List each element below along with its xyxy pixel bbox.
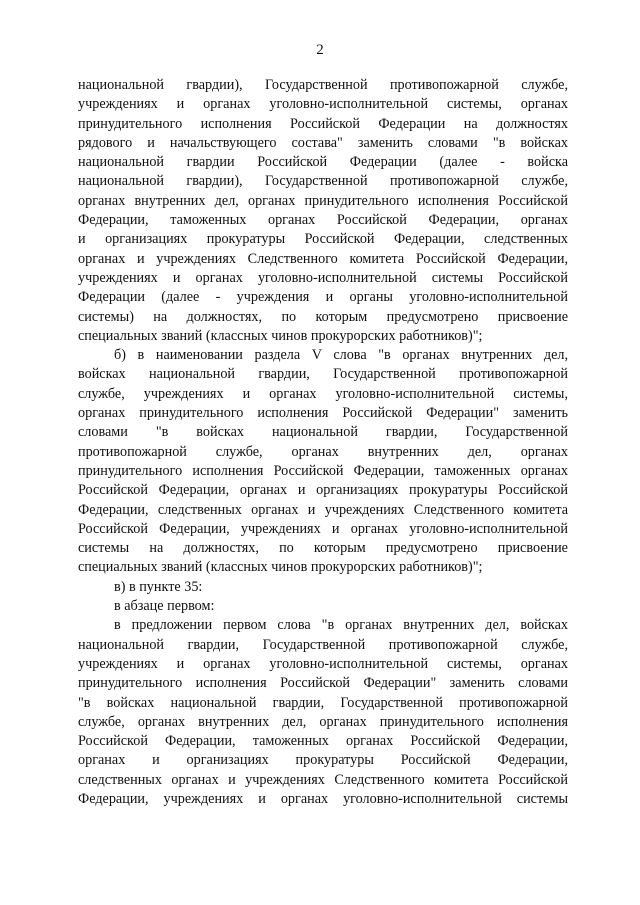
text-line: органах и учреждениях Следственного комитета Российской Федерации, <box>78 250 568 267</box>
text-line: специальных званий (классных чинов прокурорских работников)"; <box>78 327 483 344</box>
text-line: национальной гвардии), Государственной противопожарной службе, <box>78 77 568 93</box>
text-line: органах внутренних дел, органах принудительного исполнения Российской <box>78 192 568 209</box>
text-line: национальной гвардии Российской Федерации (далее - войска <box>78 154 568 171</box>
text-line: принудительного исполнения Российской Федерации" заменить словами <box>78 675 568 692</box>
paragraph <box>78 597 568 616</box>
text-line: органах и организациях прокуратуры Российской Федерации, <box>78 752 568 769</box>
text-line: учреждениях и органах уголовно-исполнительной системы, органах <box>78 96 568 113</box>
text-line: органах принудительного исполнения Российской Федерации" заменить <box>78 405 568 422</box>
text-line: и организациях прокуратуры Российской Федерации, следственных <box>78 231 568 248</box>
text-line: учреждениях и органах уголовно-исполнительной системы Российской <box>78 269 568 286</box>
text-line: в абзаце первом: <box>114 598 215 615</box>
text-line: специальных званий (классных чинов прокурорских работников)"; <box>78 559 483 576</box>
document-body <box>78 76 568 809</box>
text-line: Российской Федерации, органах и организациях прокуратуры Российской <box>78 482 568 499</box>
text-line: следственных органах и учреждениях Следственного комитета Российской <box>78 771 568 788</box>
text-line: принудительного исполнения Российской Федерации на должностях <box>78 115 568 132</box>
text-line: в) в пункте 35: <box>114 578 203 595</box>
text-line: службе, учреждениях и органах уголовно-исполнительной системы, <box>78 385 568 402</box>
text-line: системы на должностях, по которым предусмотрено присвоение <box>78 540 568 557</box>
paragraph <box>78 76 568 346</box>
text-line: противопожарной службе, органах внутренних дел, органах <box>78 443 568 460</box>
text-line: Федерации, таможенных органах Российской Федерации, органах <box>78 212 568 229</box>
paragraph <box>78 578 568 597</box>
page-number: 2 <box>316 42 324 58</box>
text-line: системы) на должностях, по которым предусмотрено присвоение <box>78 308 568 325</box>
paragraph <box>78 346 568 578</box>
text-line: службе, органах внутренних дел, органах принудительного исполнения <box>78 713 568 730</box>
text-line: национальной гвардии, Государственной противопожарной службе, <box>78 636 568 653</box>
text-line: Федерации (далее - учреждения и органы уголовно-исполнительной <box>78 289 568 306</box>
text-line: Федерации, учреждениях и органах уголовно-исполнительной системы <box>78 790 568 807</box>
text-line: рядового и начальствующего состава" заменить словами "в войсках <box>78 134 568 151</box>
text-line: в предложении первом слова "в органах внутренних дел, войсках <box>114 617 568 634</box>
text-line: Федерации, следственных органах и учреждениях Следственного комитета <box>78 501 568 518</box>
text-line: принудительного исполнения Российской Федерации, таможенных органах <box>78 462 568 479</box>
text-line: б) в наименовании раздела V слова "в органах внутренних дел, <box>114 347 568 364</box>
text-line: Российской Федерации, учреждениях и органах уголовно-исполнительной <box>78 520 568 537</box>
text-line: "в войсках национальной гвардии, Государственной противопожарной <box>78 694 568 711</box>
paragraph <box>78 616 568 809</box>
text-line: войсках национальной гвардии, Государственной противопожарной <box>78 366 568 383</box>
text-line: словами "в войсках национальной гвардии, Государственной <box>78 424 568 441</box>
text-line: Российской Федерации, таможенных органах Российской Федерации, <box>78 733 568 750</box>
text-line: учреждениях и органах уголовно-исполнительной системы, органах <box>78 655 568 672</box>
text-line: национальной гвардии), Государственной противопожарной службе, <box>78 173 568 190</box>
